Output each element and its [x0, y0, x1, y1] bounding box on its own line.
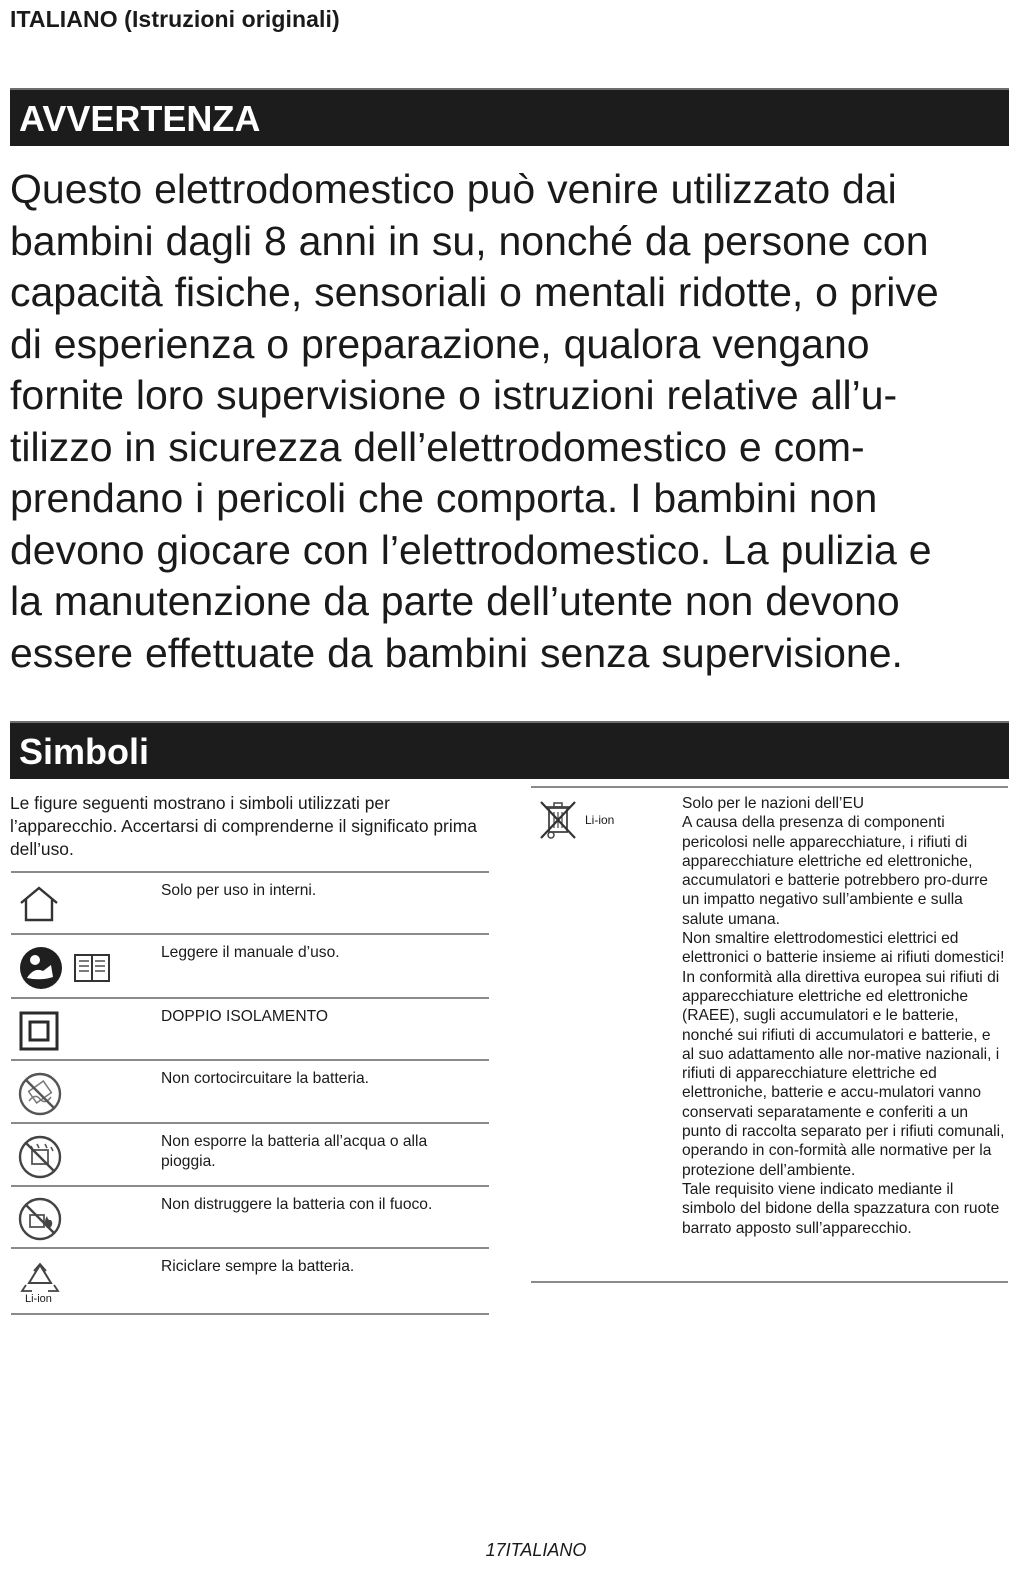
warning-line: prendano i pericoli che comporta. I bambini non — [10, 475, 878, 521]
symbol-description: Non esporre la batteria all’acqua o alla pioggia. — [161, 1133, 428, 1170]
warning-line: bambini dagli 8 anni in su, nonché da persone con — [10, 217, 929, 264]
eu-disposal-text — [682, 794, 1007, 1238]
warning-line: capacità fisiche, sensoriali o mentali ridotte, o prive — [10, 269, 939, 315]
warning-line: fornite loro supervisione o istruzioni relative all’u- — [10, 372, 898, 418]
symbol-description: Non distruggere la batteria con il fuoco. — [161, 1196, 433, 1213]
eu-disposal-box — [531, 786, 1008, 1283]
page-footer — [0, 1540, 1032, 1561]
warning-line: Questo elettrodomestico può venire utilizzato dai — [10, 166, 897, 212]
symbols-heading: Simboli — [10, 721, 1009, 779]
warning-heading: AVVERTENZA — [10, 88, 1009, 146]
eu-paragraph: In conformità alla direttiva europea sui rifiuti di apparecchiature elettriche ed elettroniche (RAEE), sugli accumulatori e le batterie, nonché sui rifiuti di accumulatori e batterie, e al suo adattamento alle nor-mative nazionali, i rifiuti di apparecchiature elettriche ed elettroniche, batterie e accu-mulatori vanno conservati separatamente e conferiti a un punto di raccolta separato per i rifiuti comunali, operando in con-formità alle normative per la protezione dell’ambiente. — [682, 968, 1005, 1179]
symbol-description: Leggere il manuale d’uso. — [161, 944, 340, 961]
symbol-row — [11, 997, 489, 1059]
warning-line: tilizzo in sicurezza dell’elettrodomestico e com- — [10, 423, 865, 470]
language-header: ITALIANO (Istruzioni originali) — [10, 6, 340, 32]
no-short-circuit-icon — [17, 1071, 63, 1117]
page-number: 17 — [485, 1540, 506, 1560]
crossed-bin-icon — [537, 798, 579, 842]
read-manual-icon — [17, 945, 117, 991]
symbol-description: Solo per uso in interni. — [161, 882, 317, 899]
no-fire-icon — [17, 1196, 63, 1242]
eu-paragraph: Non smaltire elettrodomestici elettrici ed elettronici o batterie insieme ai rifiuti domestici! — [682, 930, 1005, 967]
symbol-row — [11, 1059, 489, 1122]
eu-icon-label: Li-ion — [585, 813, 615, 827]
warning-line: essere effettuate da bambini senza supervisione. — [10, 629, 903, 676]
symbols-intro: Le figure seguenti mostrano i simboli utilizzati per l’apparecchio. Accertarsi di comprenderne il significato prima dell’uso. — [10, 793, 477, 859]
eu-paragraph: Tale requisito viene indicato mediante il simbolo del bidone della spazzatura con ruote barrato apposto sull’apparecchio. — [682, 1180, 1000, 1237]
double-insulation-icon — [17, 1011, 61, 1051]
footer-language: ITALIANO — [505, 1540, 587, 1560]
warning-line: di esperienza o preparazione, qualora vengano — [10, 320, 870, 367]
warning-text — [10, 164, 1025, 679]
symbol-row — [11, 933, 489, 997]
eu-paragraph: A causa della presenza di componenti pericolosi nelle apparecchiature, i rifiuti di apparecchiature elettriche ed elettroniche, accumulatori e batterie potrebbero pro-durre un impatto negativo sull’ambiente e sulla salute umana. — [682, 814, 988, 928]
warning-line: la manutenzione da parte dell’utente non devono — [10, 578, 900, 624]
symbol-row — [11, 1122, 489, 1185]
eu-paragraph: Solo per le nazioni dell’EU — [682, 795, 865, 812]
warning-line: devono giocare con l’elettrodomestico. La pulizia e — [10, 526, 932, 573]
symbol-description: Riciclare sempre la batteria. — [161, 1258, 355, 1275]
indoor-house-icon — [17, 885, 61, 923]
symbols-table — [11, 871, 489, 1315]
symbol-row — [11, 1185, 489, 1247]
recycle-battery-icon — [17, 1261, 63, 1305]
symbol-row — [11, 1247, 489, 1315]
no-water-icon — [17, 1134, 63, 1180]
recycle-icon-label: Li-ion — [25, 1293, 52, 1305]
symbol-description: DOPPIO ISOLAMENTO — [161, 1008, 328, 1025]
symbol-description: Non cortocircuitare la batteria. — [161, 1070, 370, 1087]
symbol-row — [11, 871, 489, 933]
